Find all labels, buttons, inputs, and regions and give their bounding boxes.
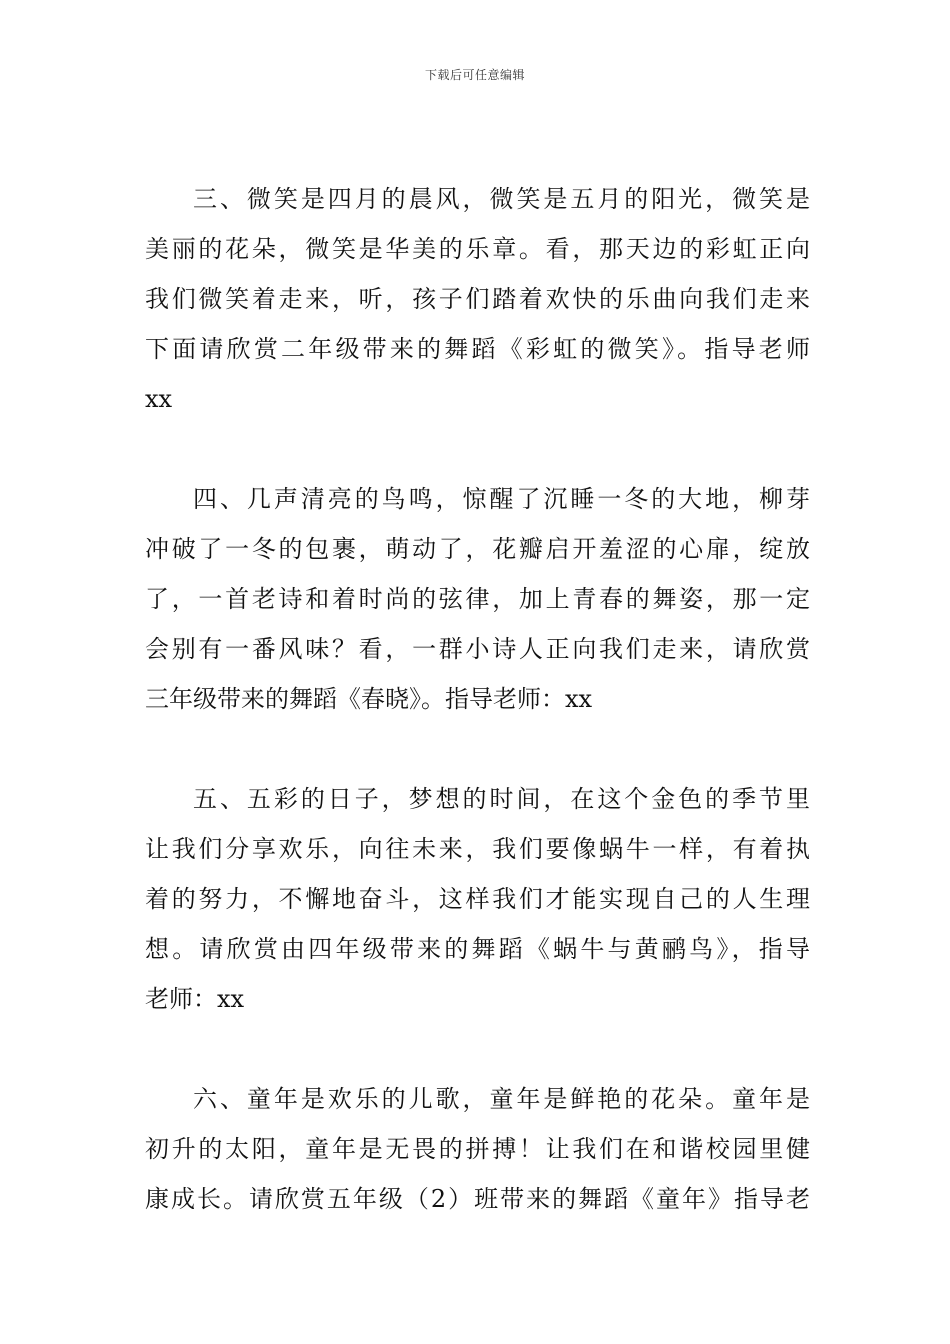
paragraph-3 <box>145 174 810 424</box>
paragraph-line: 四、几声清亮的鸟鸣，惊醒了沉睡一冬的大地，柳芽 <box>193 485 810 513</box>
paragraph-line: 冲破了一冬的包裹，萌动了，花瓣启开羞涩的心扉，绽放 <box>145 535 810 563</box>
paragraph-line: 三年级带来的舞蹈《春晓》。指导老师：xx <box>145 685 593 713</box>
paragraph-line: 五、五彩的日子，梦想的时间，在这个金色的季节里 <box>193 785 810 813</box>
paragraph-line: 让我们分享欢乐，向往未来，我们要像蜗牛一样，有着执 <box>145 835 810 863</box>
paragraph-line: 初升的太阳，童年是无畏的拼搏！让我们在和谐校园里健 <box>145 1135 810 1163</box>
paragraph-line: 会别有一番风味？看，一群小诗人正向我们走来，请欣赏 <box>145 635 810 663</box>
paragraph-line: 老师：xx <box>145 985 245 1013</box>
paragraph-line: 下面请欣赏二年级带来的舞蹈《彩虹的微笑》。指导老师 <box>145 335 810 363</box>
paragraph-line: 三、微笑是四月的晨风，微笑是五月的阳光，微笑是 <box>193 185 810 213</box>
paragraph-line: 想。请欣赏由四年级带来的舞蹈《蜗牛与黄鹂鸟》，指导 <box>145 935 810 963</box>
paragraph-line: 了，一首老诗和着时尚的弦律，加上青春的舞姿，那一定 <box>145 585 810 613</box>
paragraph-line: 康成长。请欣赏五年级（2）班带来的舞蹈《童年》指导老 <box>145 1185 810 1213</box>
document-body <box>145 174 810 1224</box>
paragraph-4 <box>145 474 810 724</box>
paragraph-line: 六、童年是欢乐的儿歌，童年是鲜艳的花朵。童年是 <box>193 1085 810 1113</box>
paragraph-5 <box>145 774 810 1024</box>
paragraph-line: 我们微笑着走来，听，孩子们踏着欢快的乐曲向我们走来 <box>145 285 810 313</box>
paragraph-line: 美丽的花朵，微笑是华美的乐章。看，那天边的彩虹正向 <box>145 235 810 263</box>
paragraph-line: xx <box>145 385 173 413</box>
page-header: 下载后可任意编辑 <box>424 68 525 82</box>
paragraph-6 <box>145 1074 810 1224</box>
paragraph-line: 着的努力，不懈地奋斗，这样我们才能实现自己的人生理 <box>145 885 810 913</box>
